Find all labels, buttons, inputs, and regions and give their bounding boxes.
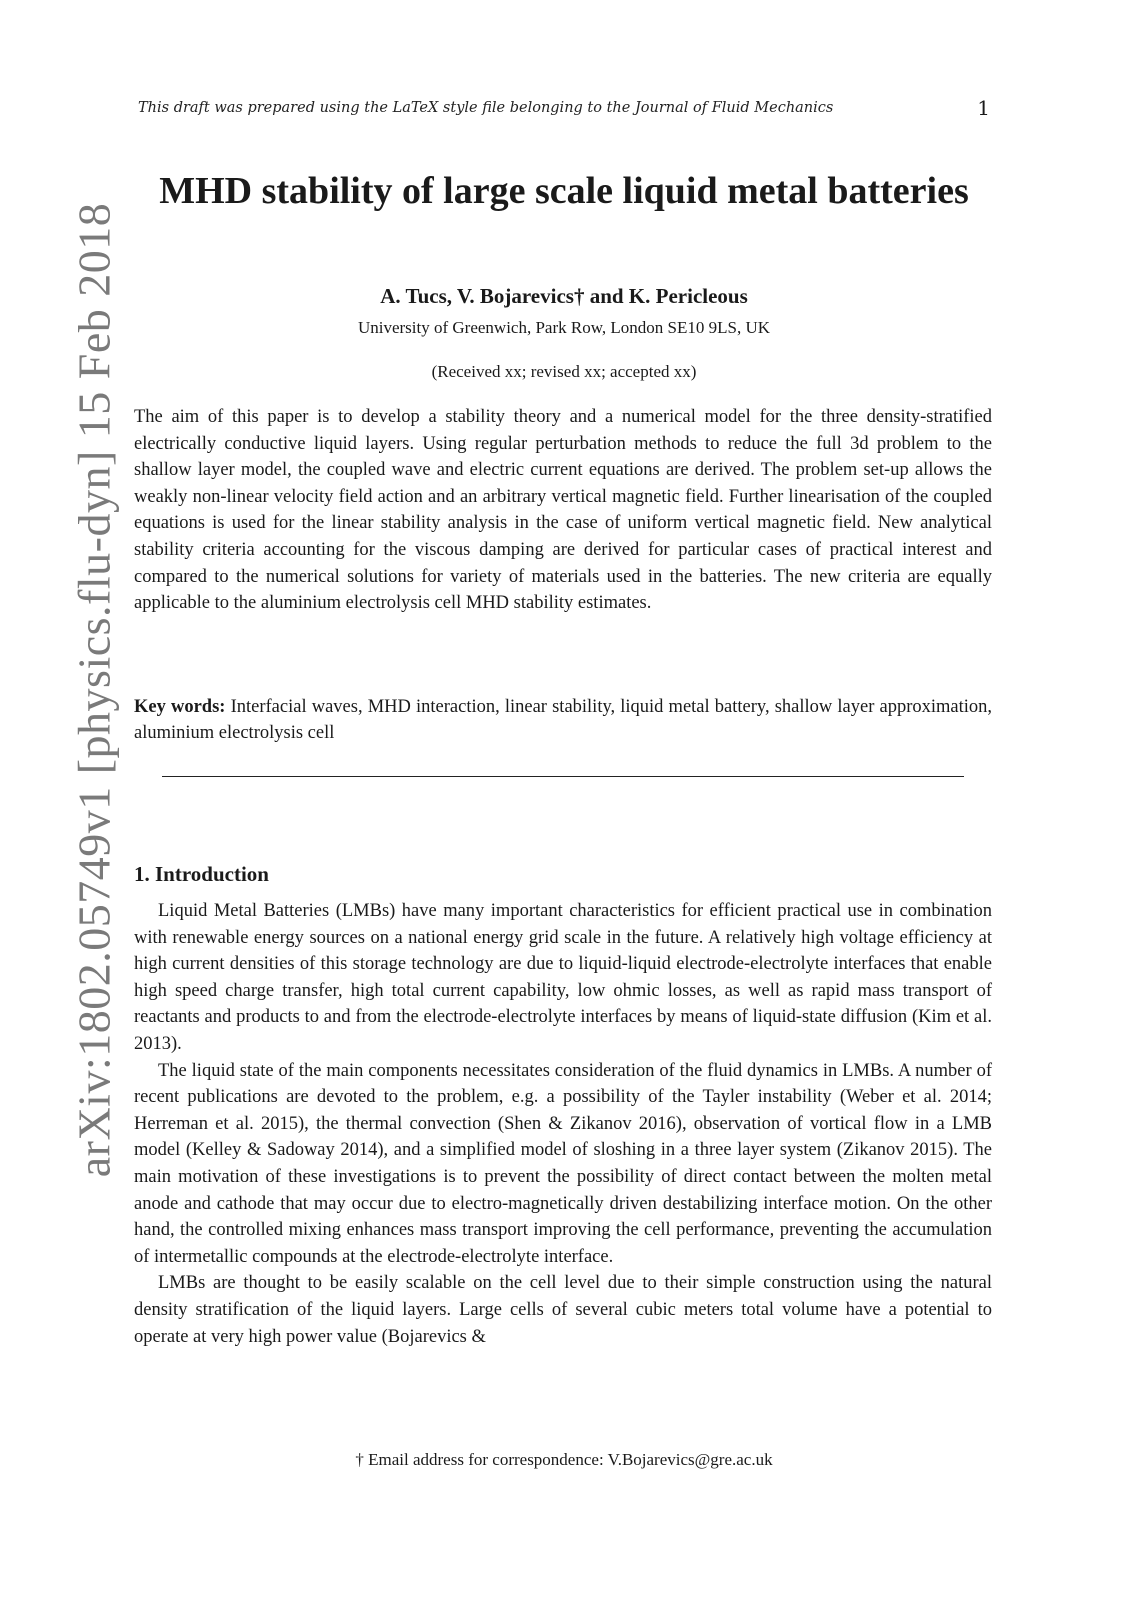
keywords-label: Key words: bbox=[134, 697, 226, 717]
affiliation: University of Greenwich, Park Row, London SE10 9LS, UK bbox=[357, 318, 771, 337]
running-head: This draft was prepared using the LaTeX style file belonging to the Journal of Fluid Mechanics bbox=[138, 100, 834, 116]
keywords bbox=[134, 694, 992, 746]
paragraph: Liquid Metal Batteries (LMBs) have many important characteristics for efficient practical use in combination with renewable energy sources on a national energy grid scale in the future. A relatively high voltage efficiency at high current densities of this storage technology are due to liquid-liquid electrode-electrolyte interfaces that enable high speed charge transfer, high total current capability, low ohmic losses, as well as rapid mass transport of reactants and products to and from the electrode-electrolyte interfaces by means of liquid-state diffusion (Kim et al. 2013). bbox=[134, 901, 992, 1054]
paper-title: MHD stability of large scale liquid metal batteries bbox=[159, 170, 969, 212]
correspondence-footnote: † Email address for correspondence: V.Bojarevics@gre.ac.uk bbox=[355, 1450, 773, 1469]
arxiv-stamp bbox=[64, 202, 124, 1178]
abstract: The aim of this paper is to develop a stability theory and a numerical model for the three density-stratified electrically conductive liquid layers. Using regular perturbation methods to reduce the full 3d problem to the shallow layer model, the coupled wave and electric current equations are derived. The problem set-up allows the weakly non-linear velocity field action and an arbitrary vertical magnetic field. Further linearisation of the coupled equations is used for the linear stability analysis in the case of uniform vertical magnetic field. New analytical stability criteria accounting for the viscous damping are derived for particular cases of practical interest and compared to the numerical solutions for variety of materials used in the batteries. The new criteria are equally applicable to the aluminium electrolysis cell MHD stability estimates. bbox=[134, 407, 992, 614]
section-divider bbox=[162, 776, 964, 777]
section-heading-introduction: 1. Introduction bbox=[134, 862, 269, 886]
received-line: (Received xx; revised xx; accepted xx) bbox=[431, 362, 697, 381]
keywords-list: Interfacial waves, MHD interaction, linear stability, liquid metal battery, shallow layer approximation, aluminium electrolysis cell bbox=[134, 697, 992, 743]
paragraph: LMBs are thought to be easily scalable on the cell level due to their simple construction using the natural density stratification of the liquid layers. Large cells of several cubic meters total volume have a potential to operate at very high power value (Bojarevics & bbox=[134, 1273, 992, 1347]
page-number: 1 bbox=[977, 96, 990, 120]
introduction-body bbox=[134, 898, 992, 1350]
author-list: A. Tucs, V. Bojarevics† and K. Pericleous bbox=[380, 284, 748, 308]
paragraph: The liquid state of the main components necessitates consideration of the fluid dynamics in LMBs. A number of recent publications are devoted to the problem, e.g. a possibility of the Tayler instability (Weber et al. 2014; Herreman et al. 2015), the thermal convection (Shen & Zikanov 2016), observation of vortical flow in a LMB model (Kelley & Sadoway 2014), and a simplified model of sloshing in a three layer system (Zikanov 2015). The main motivation of these investigations is to prevent the possibility of direct contact between the molten metal anode and cathode that may occur due to electro-magnetically driven destabilizing interface motion. On the other hand, the controlled mixing enhances mass transport improving the cell performance, preventing the accumulation of intermetallic compounds at the electrode-electrolyte interface. bbox=[134, 1060, 992, 1267]
arxiv-identifier: arXiv:1802.05749v1 [physics.flu-dyn] 15 Feb 2018 bbox=[68, 202, 120, 1178]
